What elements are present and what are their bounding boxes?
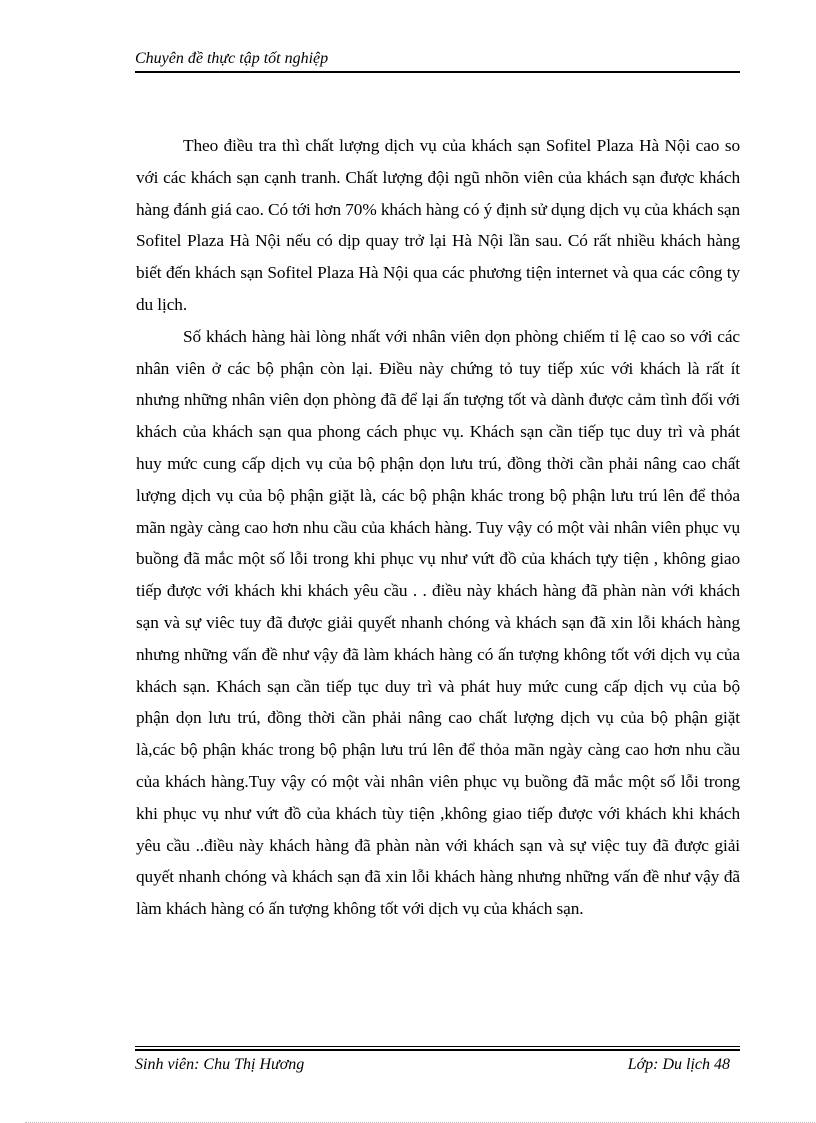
- footer-rule: [135, 1046, 740, 1047]
- footer-class-name: Lớp: Du lịch 48: [627, 1056, 730, 1073]
- footer-rule: [135, 1049, 740, 1051]
- header-title: Chuyên đề thực tập tốt nghiệp: [135, 50, 329, 67]
- page-header: [135, 49, 740, 69]
- footer-student-name: Sinh viên: Chu Thị Hương: [135, 1056, 305, 1073]
- document-body: [136, 130, 740, 925]
- paragraph: Số khách hàng hài lòng nhất với nhân viên dọn phòng chiếm tỉ lệ cao so với các nhân viên ở các bộ phận còn lại. Điều này chứng tỏ tuy tiếp xúc với khách là rất ít nhưng những nhân viên dọn phòng đã để lại ấn tượng tốt và dành được cảm tình đối với khách của khách sạn qua phong cách phục vụ. Khách sạn cần tiếp tục duy trì và phát huy mức cung cấp dịch vụ của bộ phận dọn lưu trú, đồng thời cần phải nâng cao chất lượng dịch vụ của bộ phận giặt là, các bộ phận khác trong bộ phận lưu trú lên để thỏa mãn ngày càng cao hơn nhu cầu của khách hàng. Tuy vậy có một vài nhân viên phục vụ buồng đã mắc một số lỗi trong khi phục vụ như vứt đồ của khách tựy tiện , không giao tiếp được với khách khi khách yêu cầu . . điều này khách hàng đã phàn nàn với khách sạn và sự viêc tuy đã được giải quyết nhanh chóng và khách sạn đã xin lỗi khách hàng nhưng những vấn đề như vậy đã làm khách hàng có ấn tượng không tốt với dịch vụ của khách sạn. Khách sạn cần tiếp tục duy trì và phát huy mức cung cấp dịch vụ của bộ phận dọn lưu trú, đồng thời cần phải nâng cao chất lượng dịch vụ của bộ phận giặt là,các bộ phận khác trong bộ phận lưu trú lên để thỏa mãn ngày càng cao hơn nhu cầu của khách hàng.Tuy vậy có một vài nhân viên phục vụ buồng đã mắc một số lỗi trong khi phục vụ như vứt đồ của khách tùy tiện ,không giao tiếp được với khách khi khách yêu cầu ..điều này khách hàng đã phàn nàn với khách sạn và sự việc tuy đã được giải quyết nhanh chóng và khách sạn đã xin lỗi khách hàng nhưng những vấn đề như vậy đã làm khách hàng có ấn tượng không tốt với dịch vụ của khách sạn.: [136, 326, 740, 919]
- paragraph: Theo điều tra thì chất lượng dịch vụ của khách sạn Sofitel Plaza Hà Nội cao so với các khách sạn cạnh tranh. Chất lượng đội ngũ nhõn viên của khách sạn được khách hàng đánh giá cao. Có tới hơn 70% khách hàng có ý định sử dụng dịch vụ của khách sạn Sofitel Plaza Hà Nội nếu có dịp quay trở lại Hà Nội lần sau. Có rất nhiều khách hàng biết đến khách sạn Sofitel Plaza Hà Nội qua các phương tiện internet và qua các công ty du lịch.: [136, 136, 740, 314]
- header-rule: [135, 71, 740, 73]
